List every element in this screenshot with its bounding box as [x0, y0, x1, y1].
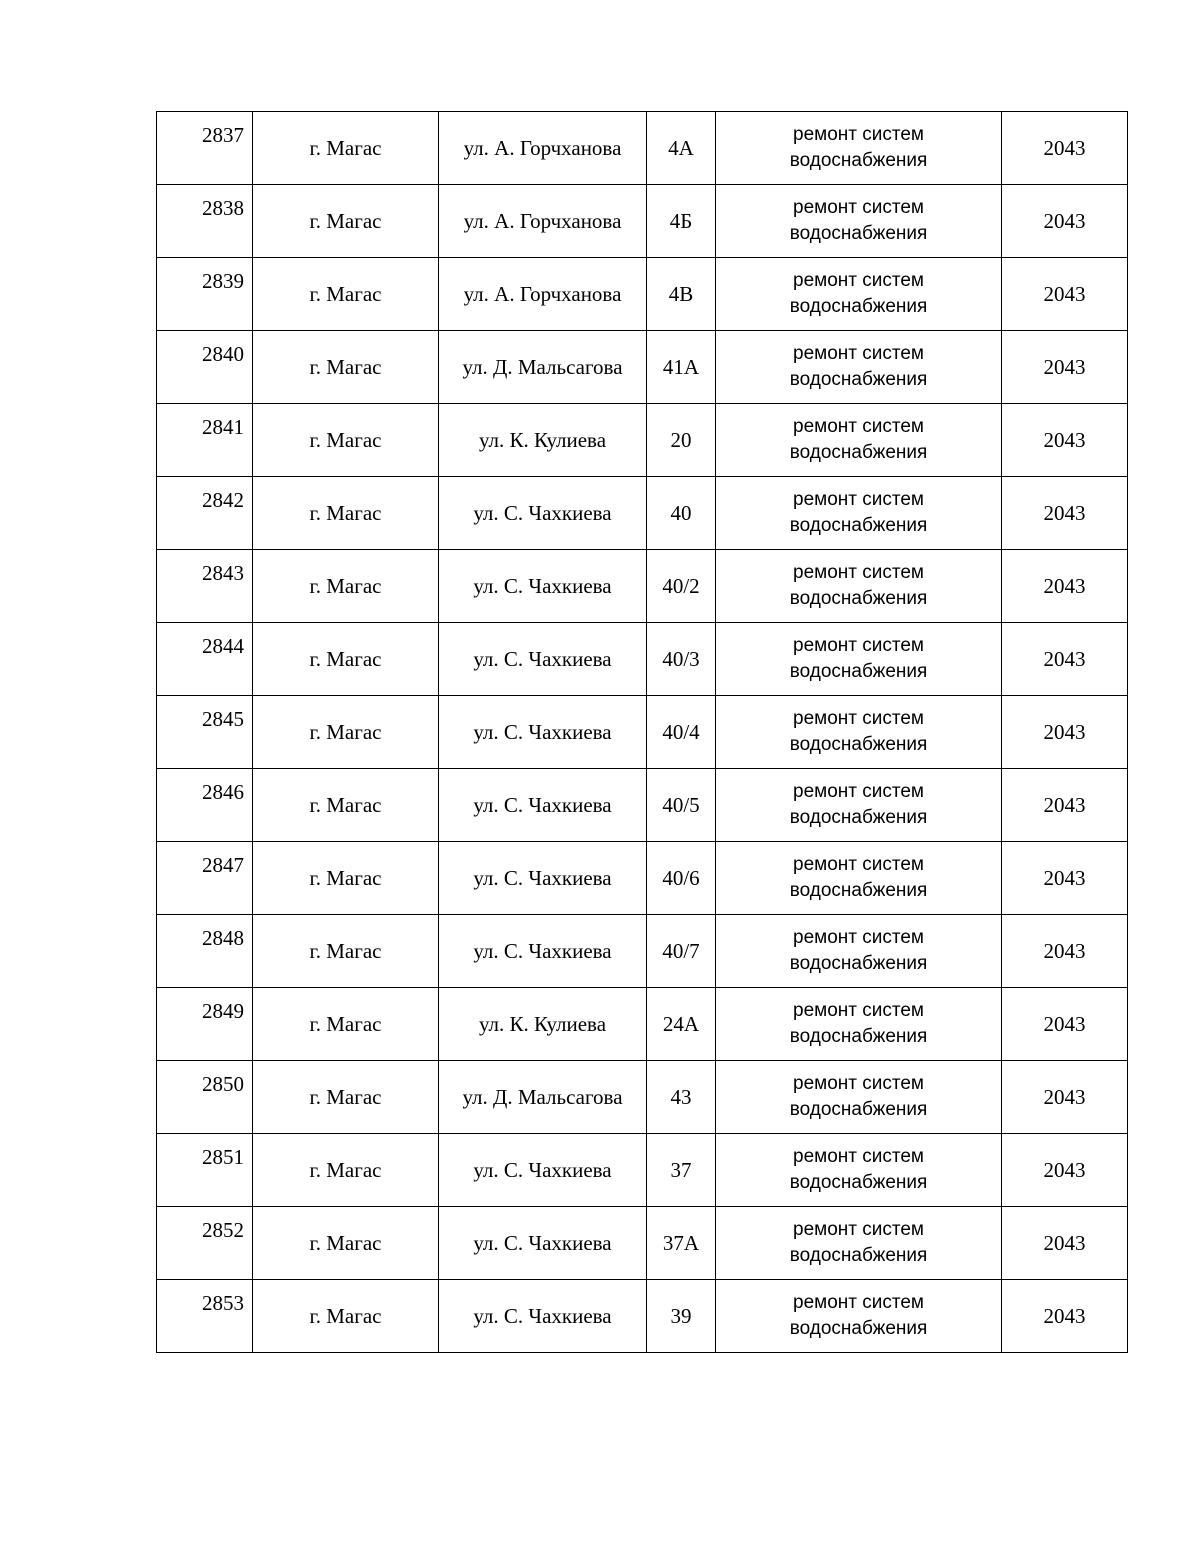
- year-cell: 2043: [1002, 550, 1128, 623]
- house-number-cell: 41А: [647, 331, 716, 404]
- table-row: [157, 1061, 1128, 1134]
- work-type-line-1: ремонт систем: [793, 562, 924, 583]
- city-cell: г. Магас: [253, 112, 439, 185]
- row-number-cell: 2839: [157, 258, 253, 331]
- row-number-cell: 2847: [157, 842, 253, 915]
- work-type-line-1: ремонт систем: [793, 927, 924, 948]
- house-number-cell: 39: [647, 1280, 716, 1353]
- work-type-line-1: ремонт систем: [793, 489, 924, 510]
- year-cell: 2043: [1002, 915, 1128, 988]
- work-type-line-1: ремонт систем: [793, 1219, 924, 1240]
- year-cell: 2043: [1002, 185, 1128, 258]
- house-number-cell: 40/4: [647, 696, 716, 769]
- row-number-cell: 2852: [157, 1207, 253, 1280]
- city-cell: г. Магас: [253, 769, 439, 842]
- year-cell: 2043: [1002, 1280, 1128, 1353]
- row-number-cell: 2850: [157, 1061, 253, 1134]
- work-type-line-2: водоснабжения: [789, 807, 928, 828]
- row-number-cell: 2849: [157, 988, 253, 1061]
- year-cell: 2043: [1002, 769, 1128, 842]
- work-type-line-1: ремонт систем: [793, 854, 924, 875]
- work-type-line-2: водоснабжения: [789, 953, 928, 974]
- city-cell: г. Магас: [253, 477, 439, 550]
- year-cell: 2043: [1002, 112, 1128, 185]
- work-type-cell: [716, 331, 1002, 404]
- street-cell: ул. С. Чахкиева: [439, 696, 647, 769]
- work-type-line-2: водоснабжения: [789, 1026, 928, 1047]
- table-body: [157, 112, 1128, 1353]
- city-cell: г. Магас: [253, 258, 439, 331]
- work-type-line-2: водоснабжения: [789, 1172, 928, 1193]
- repair-schedule-table: [156, 111, 1128, 1353]
- work-type-cell: [716, 185, 1002, 258]
- city-cell: г. Магас: [253, 1207, 439, 1280]
- row-number-cell: 2840: [157, 331, 253, 404]
- city-cell: г. Магас: [253, 550, 439, 623]
- street-cell: ул. А. Горчханова: [439, 185, 647, 258]
- year-cell: 2043: [1002, 331, 1128, 404]
- street-cell: ул. Д. Мальсагова: [439, 331, 647, 404]
- house-number-cell: 40/5: [647, 769, 716, 842]
- work-type-line-2: водоснабжения: [789, 588, 928, 609]
- city-cell: г. Магас: [253, 185, 439, 258]
- row-number-cell: 2837: [157, 112, 253, 185]
- work-type-line-2: водоснабжения: [789, 1099, 928, 1120]
- city-cell: г. Магас: [253, 1134, 439, 1207]
- city-cell: г. Магас: [253, 623, 439, 696]
- table-row: [157, 185, 1128, 258]
- house-number-cell: 40/2: [647, 550, 716, 623]
- year-cell: 2043: [1002, 1061, 1128, 1134]
- work-type-line-1: ремонт систем: [793, 1000, 924, 1021]
- house-number-cell: 4Б: [647, 185, 716, 258]
- work-type-cell: [716, 550, 1002, 623]
- city-cell: г. Магас: [253, 988, 439, 1061]
- work-type-line-2: водоснабжения: [789, 442, 928, 463]
- table-row: [157, 1134, 1128, 1207]
- row-number-cell: 2838: [157, 185, 253, 258]
- work-type-line-1: ремонт систем: [793, 1073, 924, 1094]
- year-cell: 2043: [1002, 1207, 1128, 1280]
- table-row: [157, 331, 1128, 404]
- table-row: [157, 769, 1128, 842]
- city-cell: г. Магас: [253, 331, 439, 404]
- street-cell: ул. С. Чахкиева: [439, 915, 647, 988]
- table-row: [157, 1207, 1128, 1280]
- year-cell: 2043: [1002, 1134, 1128, 1207]
- work-type-line-2: водоснабжения: [789, 1245, 928, 1266]
- house-number-cell: 37А: [647, 1207, 716, 1280]
- work-type-cell: [716, 477, 1002, 550]
- table-row: [157, 112, 1128, 185]
- house-number-cell: 20: [647, 404, 716, 477]
- work-type-line-2: водоснабжения: [789, 661, 928, 682]
- work-type-cell: [716, 1061, 1002, 1134]
- street-cell: ул. С. Чахкиева: [439, 1207, 647, 1280]
- work-type-line-1: ремонт систем: [793, 270, 924, 291]
- house-number-cell: 40/6: [647, 842, 716, 915]
- work-type-line-2: водоснабжения: [789, 369, 928, 390]
- work-type-line-2: водоснабжения: [789, 296, 928, 317]
- row-number-cell: 2846: [157, 769, 253, 842]
- table-row: [157, 550, 1128, 623]
- table-row: [157, 988, 1128, 1061]
- city-cell: г. Магас: [253, 1280, 439, 1353]
- table-row: [157, 477, 1128, 550]
- work-type-line-2: водоснабжения: [789, 150, 928, 171]
- work-type-line-1: ремонт систем: [793, 781, 924, 802]
- work-type-line-1: ремонт систем: [793, 416, 924, 437]
- street-cell: ул. С. Чахкиева: [439, 550, 647, 623]
- work-type-cell: [716, 623, 1002, 696]
- row-number-cell: 2844: [157, 623, 253, 696]
- table-row: [157, 258, 1128, 331]
- work-type-line-2: водоснабжения: [789, 223, 928, 244]
- work-type-cell: [716, 258, 1002, 331]
- table-row: [157, 1280, 1128, 1353]
- house-number-cell: 24А: [647, 988, 716, 1061]
- work-type-cell: [716, 1207, 1002, 1280]
- street-cell: ул. С. Чахкиева: [439, 623, 647, 696]
- work-type-cell: [716, 1134, 1002, 1207]
- work-type-line-2: водоснабжения: [789, 515, 928, 536]
- work-type-line-1: ремонт систем: [793, 1146, 924, 1167]
- work-type-line-1: ремонт систем: [793, 708, 924, 729]
- row-number-cell: 2845: [157, 696, 253, 769]
- work-type-cell: [716, 404, 1002, 477]
- street-cell: ул. С. Чахкиева: [439, 769, 647, 842]
- table-row: [157, 842, 1128, 915]
- work-type-line-2: водоснабжения: [789, 880, 928, 901]
- row-number-cell: 2853: [157, 1280, 253, 1353]
- house-number-cell: 4В: [647, 258, 716, 331]
- work-type-line-2: водоснабжения: [789, 1318, 928, 1339]
- house-number-cell: 37: [647, 1134, 716, 1207]
- year-cell: 2043: [1002, 258, 1128, 331]
- work-type-cell: [716, 769, 1002, 842]
- work-type-cell: [716, 842, 1002, 915]
- street-cell: ул. С. Чахкиева: [439, 842, 647, 915]
- work-type-cell: [716, 988, 1002, 1061]
- year-cell: 2043: [1002, 842, 1128, 915]
- year-cell: 2043: [1002, 477, 1128, 550]
- street-cell: ул. С. Чахкиева: [439, 1134, 647, 1207]
- city-cell: г. Магас: [253, 404, 439, 477]
- work-type-line-2: водоснабжения: [789, 734, 928, 755]
- year-cell: 2043: [1002, 988, 1128, 1061]
- row-number-cell: 2841: [157, 404, 253, 477]
- house-number-cell: 40/3: [647, 623, 716, 696]
- work-type-cell: [716, 915, 1002, 988]
- street-cell: ул. А. Горчханова: [439, 258, 647, 331]
- year-cell: 2043: [1002, 623, 1128, 696]
- year-cell: 2043: [1002, 696, 1128, 769]
- street-cell: ул. К. Кулиева: [439, 404, 647, 477]
- work-type-cell: [716, 1280, 1002, 1353]
- street-cell: ул. А. Горчханова: [439, 112, 647, 185]
- work-type-line-1: ремонт систем: [793, 197, 924, 218]
- row-number-cell: 2842: [157, 477, 253, 550]
- city-cell: г. Магас: [253, 1061, 439, 1134]
- street-cell: ул. С. Чахкиева: [439, 477, 647, 550]
- row-number-cell: 2851: [157, 1134, 253, 1207]
- house-number-cell: 40/7: [647, 915, 716, 988]
- table-row: [157, 696, 1128, 769]
- work-type-line-1: ремонт систем: [793, 124, 924, 145]
- work-type-cell: [716, 696, 1002, 769]
- street-cell: ул. С. Чахкиева: [439, 1280, 647, 1353]
- work-type-line-1: ремонт систем: [793, 635, 924, 656]
- row-number-cell: 2843: [157, 550, 253, 623]
- table-row: [157, 623, 1128, 696]
- table-row: [157, 404, 1128, 477]
- year-cell: 2043: [1002, 404, 1128, 477]
- work-type-line-1: ремонт систем: [793, 1292, 924, 1313]
- street-cell: ул. К. Кулиева: [439, 988, 647, 1061]
- work-type-cell: [716, 112, 1002, 185]
- city-cell: г. Магас: [253, 842, 439, 915]
- city-cell: г. Магас: [253, 696, 439, 769]
- table-row: [157, 915, 1128, 988]
- house-number-cell: 40: [647, 477, 716, 550]
- row-number-cell: 2848: [157, 915, 253, 988]
- house-number-cell: 43: [647, 1061, 716, 1134]
- city-cell: г. Магас: [253, 915, 439, 988]
- house-number-cell: 4А: [647, 112, 716, 185]
- street-cell: ул. Д. Мальсагова: [439, 1061, 647, 1134]
- work-type-line-1: ремонт систем: [793, 343, 924, 364]
